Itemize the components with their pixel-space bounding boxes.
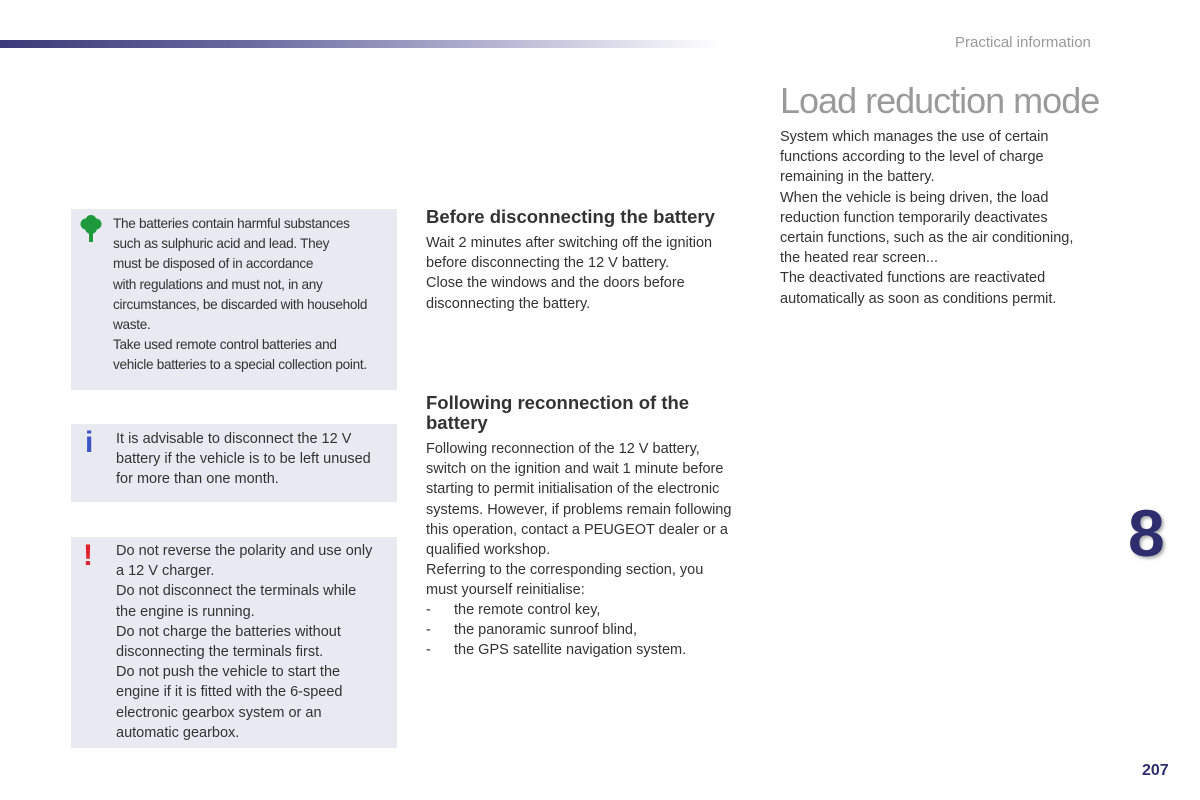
list-item-text: the remote control key, xyxy=(454,602,601,618)
text-line: The deactivated functions are reactivated xyxy=(780,270,1046,287)
text-line: System which manages the use of certain xyxy=(780,129,1049,145)
text-line: remaining in the battery. xyxy=(780,169,935,186)
text-line: such as sulphuric acid and lead. They xyxy=(113,236,330,252)
text-line: Referring to the corresponding section, you xyxy=(426,562,704,579)
warning-box xyxy=(71,537,397,748)
text-line: for more than one month. xyxy=(116,471,279,488)
text-line: circumstances, be discarded with household xyxy=(113,296,368,312)
text-line: automatic gearbox. xyxy=(116,724,240,741)
eco-text xyxy=(113,214,367,376)
before-heading: Before disconnecting the battery xyxy=(426,206,715,227)
chapter-number: 8 xyxy=(1128,496,1165,570)
text-line: disconnecting the terminals first. xyxy=(116,644,324,661)
text-line: must yourself reinitialise: xyxy=(426,582,585,599)
reinit-list xyxy=(426,600,686,661)
text-line: Do not disconnect the terminals while xyxy=(116,583,357,600)
page-title: Load reduction mode xyxy=(780,80,1100,121)
text-line: vehicle batteries to a special collection point. xyxy=(113,357,367,373)
text-line: Following reconnection of the 12 V battery, xyxy=(426,441,700,457)
text-line: battery xyxy=(426,412,488,433)
load-reduction-text xyxy=(780,127,1073,309)
text-line: reduction function temporarily deactivates xyxy=(780,209,1048,226)
info-text xyxy=(116,429,371,490)
text-line: certain functions, such as the air conditioning, xyxy=(780,230,1074,247)
list-item-text: the panoramic sunroof blind, xyxy=(454,622,637,639)
text-line: automatically as soon as conditions permit. xyxy=(780,290,1057,307)
text-line: switch on the ignition and wait 1 minute before xyxy=(426,461,724,478)
tree-icon xyxy=(80,215,102,243)
text-line: Do not reverse the polarity and use only xyxy=(116,543,373,559)
text-line: battery if the vehicle is to be left unused xyxy=(116,451,371,468)
text-line: It is advisable to disconnect the 12 V xyxy=(116,431,352,447)
text-line: engine if it is fitted with the 6-speed xyxy=(116,684,343,701)
before-text xyxy=(426,233,712,314)
text-line: the heated rear screen... xyxy=(780,250,938,267)
text-line: before disconnecting the 12 V battery. xyxy=(426,255,670,272)
text-line: electronic gearbox system or an xyxy=(116,704,322,721)
text-line: Wait 2 minutes after switching off the ignition xyxy=(426,235,713,251)
after-heading xyxy=(426,393,689,433)
text-line: The batteries contain harmful substances xyxy=(113,216,350,231)
text-line: functions according to the level of charge xyxy=(780,149,1044,166)
text-line: with regulations and must not, in any xyxy=(113,276,323,292)
text-line: must be disposed of in accordance xyxy=(113,256,314,272)
bullet-dash: - xyxy=(426,642,431,659)
text-line: a 12 V charger. xyxy=(116,563,215,580)
info-box xyxy=(71,424,397,502)
text-line: When the vehicle is being driven, the load xyxy=(780,189,1049,206)
text-line: Do not push the vehicle to start the xyxy=(116,664,341,681)
text-line: Do not charge the batteries without xyxy=(116,623,341,640)
text-line: systems. However, if problems remain following xyxy=(426,501,732,518)
text-line: waste. xyxy=(113,317,151,333)
list-item-text: the GPS satellite navigation system. xyxy=(454,642,687,659)
after-text xyxy=(426,439,731,601)
text-line: Following reconnection of the xyxy=(426,392,690,413)
info-icon: i xyxy=(85,426,94,459)
warning-text xyxy=(116,541,372,743)
list-item xyxy=(426,640,686,660)
text-line: Take used remote control batteries and xyxy=(113,337,337,353)
header-gradient-bar xyxy=(0,40,720,48)
eco-box xyxy=(71,209,397,390)
list-item xyxy=(426,620,686,640)
bullet-dash: - xyxy=(426,622,431,639)
text-line: this operation, contact a PEUGEOT dealer or a xyxy=(426,521,728,538)
list-item xyxy=(426,600,686,620)
bullet-dash: - xyxy=(426,602,431,618)
text-line: disconnecting the battery. xyxy=(426,295,591,312)
text-line: starting to permit initialisation of the electronic xyxy=(426,481,720,498)
warning-icon: ! xyxy=(83,539,93,572)
text-line: the engine is running. xyxy=(116,603,255,620)
page-number: 207 xyxy=(1142,762,1169,779)
section-title: Practical information xyxy=(955,34,1091,51)
text-line: Close the windows and the doors before xyxy=(426,275,685,292)
text-line: qualified workshop. xyxy=(426,542,551,559)
